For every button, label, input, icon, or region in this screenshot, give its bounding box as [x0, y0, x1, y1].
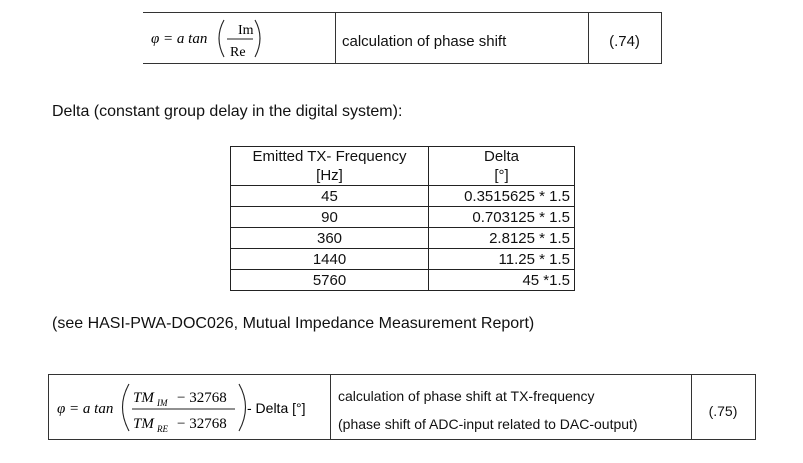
- denominator-constant: − 32768: [177, 416, 227, 432]
- equation-74-description: calculation of phase shift: [342, 33, 507, 50]
- equation-74-description-cell: [335, 13, 589, 63]
- table-row: [231, 207, 575, 228]
- delta-table: [230, 146, 575, 291]
- left-paren-icon: [123, 384, 130, 431]
- delta-cell: 0.3515625 * 1.5: [429, 186, 575, 207]
- denominator-variable: TM: [133, 416, 154, 432]
- reference-note: (see HASI-PWA-DOC026, Mutual Impedance Measurement Report): [52, 315, 535, 332]
- equation-74-lhs: φ = a tan: [151, 31, 208, 47]
- equation-75-number-cell: [691, 375, 755, 439]
- header-delta: [429, 147, 575, 186]
- equation-75-suffix: - Delta [°]: [247, 400, 306, 416]
- right-paren-icon: [239, 384, 246, 431]
- header-frequency: [231, 147, 429, 186]
- equation-74-numerator: Im: [238, 23, 254, 38]
- table-row: [231, 228, 575, 249]
- delta-heading: Delta (constant group delay in the digital system):: [52, 103, 403, 120]
- header-frequency-unit: [Hz]: [316, 167, 343, 184]
- equation-75-description-line1: calculation of phase shift at TX-frequency: [338, 388, 595, 404]
- equation-74-number: (.74): [609, 33, 640, 50]
- right-paren-icon: [255, 20, 260, 57]
- frequency-cell: 5760: [231, 270, 429, 291]
- equation-75-lhs: φ = a tan: [57, 401, 114, 417]
- header-delta-line1: Delta: [483, 148, 520, 165]
- table-row: [231, 270, 575, 291]
- delta-table-header-row: [231, 147, 575, 186]
- frequency-cell: 90: [231, 207, 429, 228]
- delta-cell: 0.703125 * 1.5: [429, 207, 575, 228]
- left-paren-icon: [219, 20, 224, 57]
- equation-75-description-cell: [330, 375, 692, 439]
- table-row: [231, 186, 575, 207]
- header-delta-unit: [°]: [494, 167, 509, 184]
- equation-74-denominator: Re: [230, 45, 246, 60]
- equation-75-number: (.75): [708, 403, 738, 419]
- frequency-cell: 360: [231, 228, 429, 249]
- equation-74-table: [143, 12, 662, 64]
- header-frequency-line1: Emitted TX- Frequency: [252, 148, 407, 165]
- equation-75-formula-svg: [49, 375, 330, 439]
- delta-cell: 2.8125 * 1.5: [429, 228, 575, 249]
- equation-75-table: [48, 374, 756, 440]
- numerator-subscript: IM: [157, 398, 168, 408]
- equation-75-formula: [49, 375, 331, 439]
- numerator-constant: − 32768: [177, 390, 227, 406]
- delta-cell: 11.25 * 1.5: [429, 249, 575, 270]
- equation-75-description-line2: (phase shift of ADC-input related to DAC-output): [338, 416, 638, 432]
- frequency-cell: 1440: [231, 249, 429, 270]
- table-row: [231, 249, 575, 270]
- frequency-cell: 45: [231, 186, 429, 207]
- denominator-subscript: RE: [157, 424, 168, 434]
- delta-cell: 45 *1.5: [429, 270, 575, 291]
- equation-74-formula-svg: [143, 13, 335, 63]
- numerator-variable: TM: [133, 390, 154, 406]
- equation-74-formula: [143, 13, 336, 63]
- equation-74-number-cell: [588, 13, 661, 63]
